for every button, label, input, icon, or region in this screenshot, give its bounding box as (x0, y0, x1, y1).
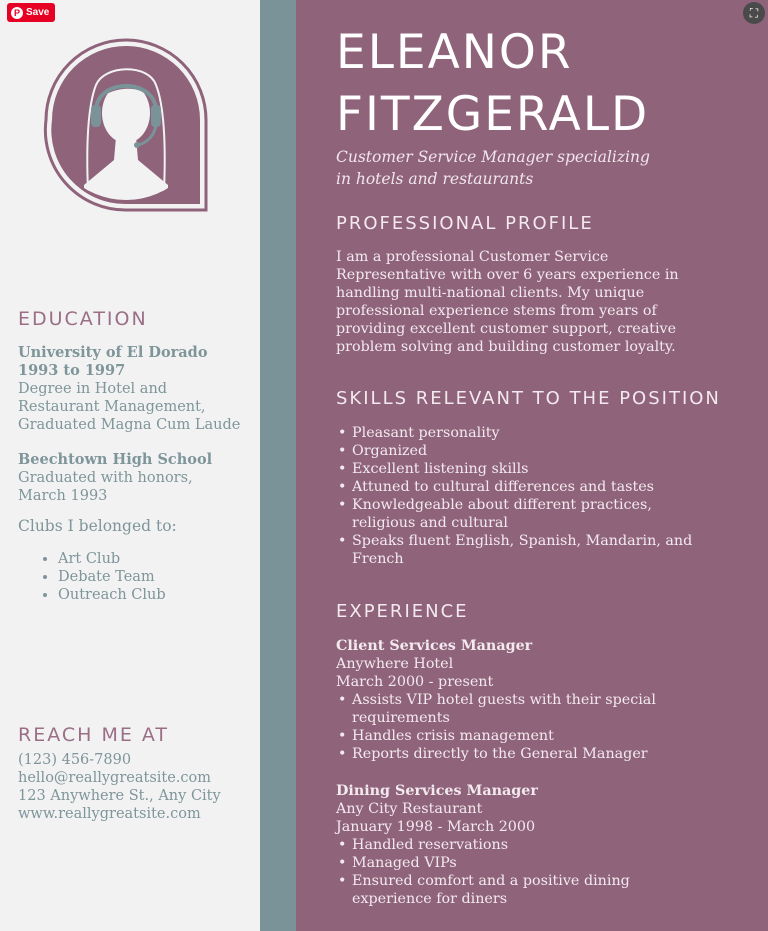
job-duty: • Managed VIPs (352, 854, 676, 872)
profile-line: problem solving and building customer loyalty. (336, 339, 676, 355)
job-duty: • Assists VIP hotel guests with their special requirements (352, 691, 696, 727)
job-dates: March 2000 - present (336, 674, 494, 690)
degree-line: Degree in Hotel and (18, 381, 168, 397)
profile-heading: PROFESSIONAL PROFILE (336, 213, 594, 234)
tagline (336, 146, 650, 190)
club-item: • Outreach Club (58, 586, 256, 604)
school-name: University of El Dorado (18, 344, 208, 361)
clubs-heading: Clubs I belonged to: (18, 517, 177, 535)
person-icon (84, 69, 168, 215)
profile-text (336, 248, 746, 356)
tagline-line: Customer Service Manager specializing (336, 148, 650, 166)
job-company: Anywhere Hotel (336, 656, 454, 672)
degree-line: Graduated Magna Cum Laude (18, 417, 241, 433)
skills-heading: SKILLS RELEVANT TO THE POSITION (336, 388, 721, 409)
club-item: • Art Club (58, 550, 256, 568)
degree-line: Restaurant Management, (18, 399, 206, 415)
job-company: Any City Restaurant (336, 801, 483, 817)
skill-item: • Attuned to cultural differences and tastes (352, 478, 716, 496)
save-label: Save (26, 7, 50, 18)
education-section (18, 344, 256, 618)
job-entry (336, 782, 676, 908)
job-duty: • Handles crisis management (352, 727, 696, 745)
website-text: www.reallygreatsite.com (18, 806, 201, 822)
address-text: 123 Anywhere St., Any City (18, 788, 221, 804)
contact-section (18, 751, 256, 823)
first-name: ELEANOR (336, 25, 573, 80)
skill-item: • Knowledgeable about different practices, religious and cultural (352, 496, 716, 532)
last-name: FITZGERALD (336, 87, 650, 142)
job-title: Dining Services Manager (336, 783, 538, 799)
skill-item: • Excellent listening skills (352, 460, 716, 478)
job-title: Client Services Manager (336, 638, 533, 654)
job-duty: • Handled reservations (352, 836, 676, 854)
tagline-line: in hotels and restaurants (336, 170, 534, 188)
job-duty: • Ensured comfort and a positive dining experience for diners (352, 872, 676, 908)
degree-line: Graduated with honors, (18, 470, 193, 486)
job-dates: January 1998 - March 2000 (336, 819, 536, 835)
degree-line: March 1993 (18, 488, 108, 504)
experience-heading: EXPERIENCE (336, 601, 469, 622)
profile-line: Representative with over 6 years experience in (336, 267, 679, 283)
job-duty: • Reports directly to the General Manager (352, 745, 696, 763)
email-text: hello@reallygreatsite.com (18, 770, 212, 786)
job-entry (336, 637, 696, 763)
school-name: Beechtown High School (18, 451, 213, 468)
profile-line: professional experience stems from years of (336, 303, 657, 319)
contact-heading: REACH ME AT (18, 724, 170, 746)
education-heading: EDUCATION (18, 308, 148, 330)
profile-line: handling multi-national clients. My unique (336, 285, 645, 301)
skill-item: • Pleasant personality (352, 424, 716, 442)
divider-strip (260, 0, 296, 931)
club-item: • Debate Team (58, 568, 256, 586)
avatar (38, 25, 228, 215)
skills-list (336, 424, 716, 568)
profile-line: I am a professional Customer Service (336, 249, 609, 265)
expand-icon[interactable]: ⛶ (743, 2, 765, 24)
profile-line: providing excellent customer support, creative (336, 321, 677, 337)
pinterest-icon: P (11, 7, 23, 19)
phone-text: (123) 456-7890 (18, 752, 132, 768)
name-heading (336, 22, 649, 146)
skill-item: • Speaks fluent English, Spanish, Mandarin, and French (352, 532, 716, 568)
skill-item: • Organized (352, 442, 716, 460)
pinterest-save-button[interactable] (7, 3, 55, 22)
school-years: 1993 to 1997 (18, 362, 126, 379)
